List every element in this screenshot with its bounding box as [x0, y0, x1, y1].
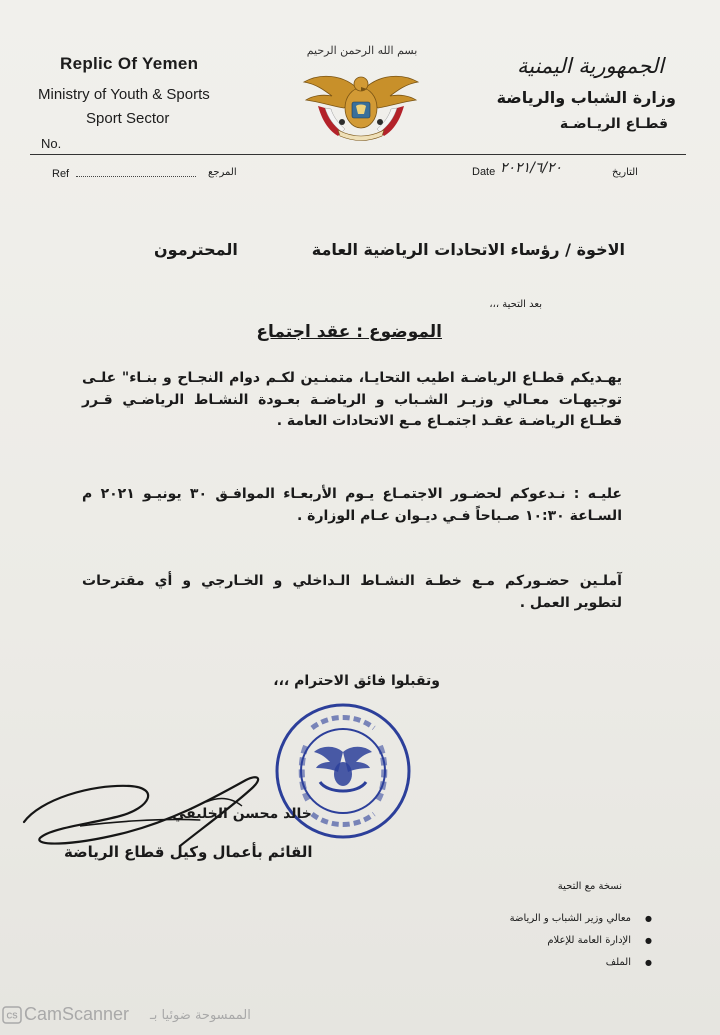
- signatory-title: القائم بأعمال وكيل قطاع الرياضة: [64, 843, 313, 861]
- closing-line: وتقبلوا فائق الاحترام ،،،: [273, 673, 440, 689]
- greeting: بعد التحية ،،،: [489, 299, 542, 310]
- header-ar-ministry: وزارة الشباب والرياضة: [496, 88, 676, 107]
- header-ar-sector: قطـاع الريـاضـة: [559, 116, 668, 132]
- list-item: ●معالي وزير الشباب و الرياضة: [412, 908, 652, 930]
- camscanner-logo-icon: [2, 1006, 22, 1024]
- bullet-icon: ●: [645, 914, 652, 923]
- subject-line: الموضوع : عقد اجتماع: [256, 322, 442, 342]
- camscanner-brand: CamScanner: [24, 1004, 130, 1024]
- list-item: ●الإدارة العامة للإعلام: [412, 930, 652, 952]
- copies-list: [412, 908, 652, 974]
- body-paragraph-2: عليـه : نـدعوكم لحضـور الاجتمـاع يـوم الأربعـاء الموافـق ٣٠ يونيـو ٢٠٢١ م السـاعة ١٠:٣٠ صـباحاً فـي ديـوان عـام الوزارة .: [82, 486, 622, 524]
- camscanner-caption: الممسوحة ضوئيا بـ: [150, 1008, 251, 1023]
- header-en-sector: Sport Sector: [86, 110, 170, 127]
- date-label-ar: التاريخ: [612, 167, 638, 178]
- ref-dotted-line: [76, 176, 196, 177]
- list-item: ●الملف: [412, 952, 652, 974]
- date-label: Date: [472, 166, 496, 178]
- header-divider: [30, 154, 686, 155]
- addressee: الاخوة / رؤساء الاتحادات الرياضية العامة: [311, 240, 625, 259]
- body-paragraph-3: آملـين حضـوركم مـع خطـة النشـاط الـداخلي و الخـارجي و أي مقترحات لتطوير العمل .: [82, 573, 622, 611]
- bullet-icon: ●: [645, 936, 652, 945]
- header-en-title: Replic Of Yemen: [60, 54, 199, 73]
- header-en-ministry: Ministry of Youth & Sports: [38, 86, 210, 103]
- body-paragraph-1: يهـديكم قطـاع الرياضـة اطيب التحايـا، متمنـين لكـم دوام النجـاح و بنـاء" علـى توجيهـات معـالي وزيـر الشـباب و الرياضـة بعـودة النشـاط الرياضـي قـرر قطـاع الرياضـة عقـد اجتمـاع مـع الاتحادات العامة .: [82, 370, 622, 429]
- yemen-eagle-emblem-icon: [298, 62, 424, 144]
- ref-label-ar: المرجع: [208, 167, 237, 178]
- signatory-name: خالد محسن الخليفي: [172, 806, 312, 822]
- basmala-text: بسم الله الرحمن الرحيم: [306, 44, 418, 57]
- addressee-honorific: المحترمون: [154, 240, 238, 259]
- bullet-icon: ●: [645, 958, 652, 967]
- date-value: ٢٠٢١/٦/٢٠: [500, 160, 563, 176]
- ref-label: Ref: [52, 168, 70, 180]
- header-en-number: No.: [41, 136, 62, 151]
- camscanner-logo-text: CS: [6, 1011, 18, 1021]
- header-ar-title: الجمهورية اليمنية: [516, 54, 664, 78]
- copies-heading: نسخة مع التحية: [557, 881, 622, 892]
